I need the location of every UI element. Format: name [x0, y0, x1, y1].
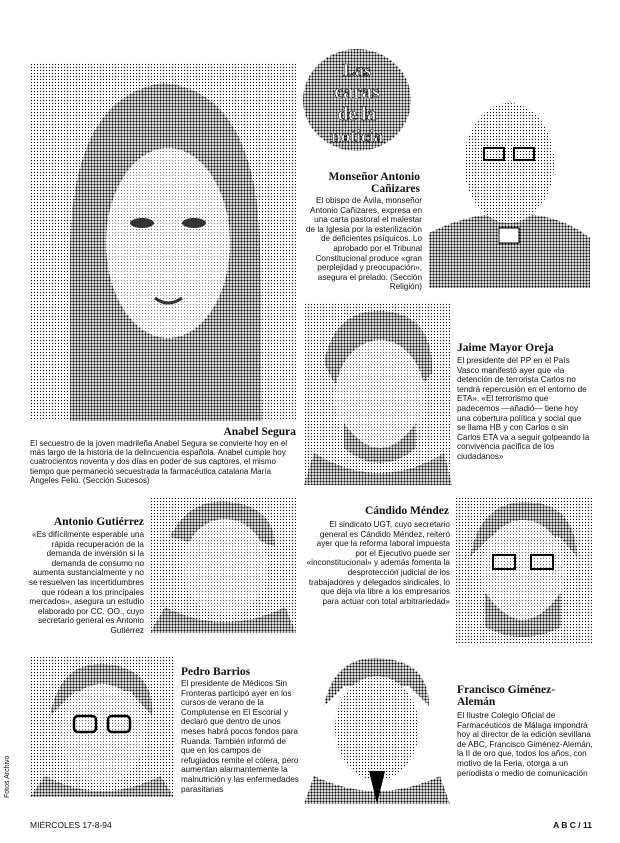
photo-anabel-segura: [30, 63, 296, 421]
name-jaime-mayor-oreja: Jaime Mayor Oreja: [457, 342, 554, 354]
text-antonio-canizares: El obispo de Ávila, monseñor Antonio Cañizares, expresa en una carta pastoral el malestar de la Iglesia por la esterilización de deficientes psíquicos. Lo aprobado por el Tribunal Constitucional produce «gran perplejidad y preocupación», asegura el prelado. (Sección Religión): [305, 196, 422, 292]
name-francisco-gimenez-aleman: Francisco Giménez-Alemán: [457, 684, 556, 708]
name-antonio-gutierrez: Antonio Gutiérrez: [53, 516, 144, 528]
photo-credit: Fotos Archivo: [4, 755, 11, 798]
text-antonio-gutierrez: «Es difícilmente esperable una rápida recuperación de la demanda de inversión si la demanda de consumo no aumenta sustancialmente y no se resuelven las incertidumbres que rodean a los principales mercados», asegura un estudio elaborado por CC. OO., cuyo secretario general es Antonio Gutiérrez: [28, 530, 144, 635]
footer-date: MIÉRCOLES 17-8-94: [30, 820, 112, 830]
footer-page: A B C / 11: [553, 820, 592, 830]
svg-text:Las: Las: [342, 60, 372, 80]
text-anabel-segura: El secuestro de la joven madrileña Anabel Segura se convierte hoy en el más largo de la historia de la delincuencia española. Anabel cumple hoy cuatrocientos noventa y dos días en poder de sus captores, el mismo tiempo que permaneció secuestrada la farmacéutica catalana María Ángeles Feliú. (Sección Sucesos): [30, 439, 288, 485]
masthead-logo: [302, 48, 412, 152]
svg-text:noticia: noticia: [331, 126, 383, 146]
photo-candido-mendez: [455, 497, 592, 643]
text-francisco-gimenez-aleman: El Ilustre Colegio Oficial de Farmacéuticos de Málaga impondrá hoy al director de la edición sevillana de ABC, Francisco Giménez-Alemán, la II de oro que, todos los años, con motivo de la Feria, otorga a un periodista o medio de comunicación: [457, 711, 593, 778]
photo-jaime-mayor-oreja: [304, 303, 452, 485]
svg-text:caras: caras: [334, 81, 380, 103]
photo-pedro-barrios: [30, 656, 174, 797]
photo-antonio-canizares: [429, 63, 590, 288]
name-candido-mendez: Cándido Méndez: [364, 505, 449, 517]
photo-francisco-gimenez-aleman: [304, 656, 450, 804]
photo-antonio-gutierrez: [150, 497, 296, 633]
text-candido-mendez: El sindicato UGT, cuyo secretario general es Cándido Méndez, reiteró ayer que la reforma laboral impuesta por el Ejecutivo puede ser «inconstitucional» y además fomenta la desprotección judicial de los trabajadores y delegados sindicales, lo que deja vía libre a los empresarios para actuar con total arbitrariedad»: [306, 520, 450, 606]
name-anabel-segura: Anabel Segura: [223, 426, 296, 438]
name-antonio-canizares: Monseñor Antonio Cañizares: [328, 171, 420, 195]
text-pedro-barrios: El presidente de Médicos Sin Fronteras participó ayer en los cursos de verano de la Complutense en El Escorial y declaró que dentro de unos meses habrá pocos fondos para Ruanda. También informó de que en los campos de refugiados remite el cólera, pero aumentan alarmantemente la malnutrición y las enfermedades parasitarias: [181, 679, 299, 794]
svg-text:de la: de la: [337, 104, 377, 125]
text-jaime-mayor-oreja: El presidente del PP en el País Vasco manifestó ayer que «la detención de terrorista Carlos no tendrá repercusión en el entorno de ETA». «El terrorismo que padecemos —añadió— tiene hoy una cobertura política y social que se llama HB y con Carlos o sin Carlos ETA va a seguir golpeando la convivencia pacífica de los ciudadanos»: [457, 356, 590, 461]
name-pedro-barrios: Pedro Barrios: [181, 666, 251, 678]
